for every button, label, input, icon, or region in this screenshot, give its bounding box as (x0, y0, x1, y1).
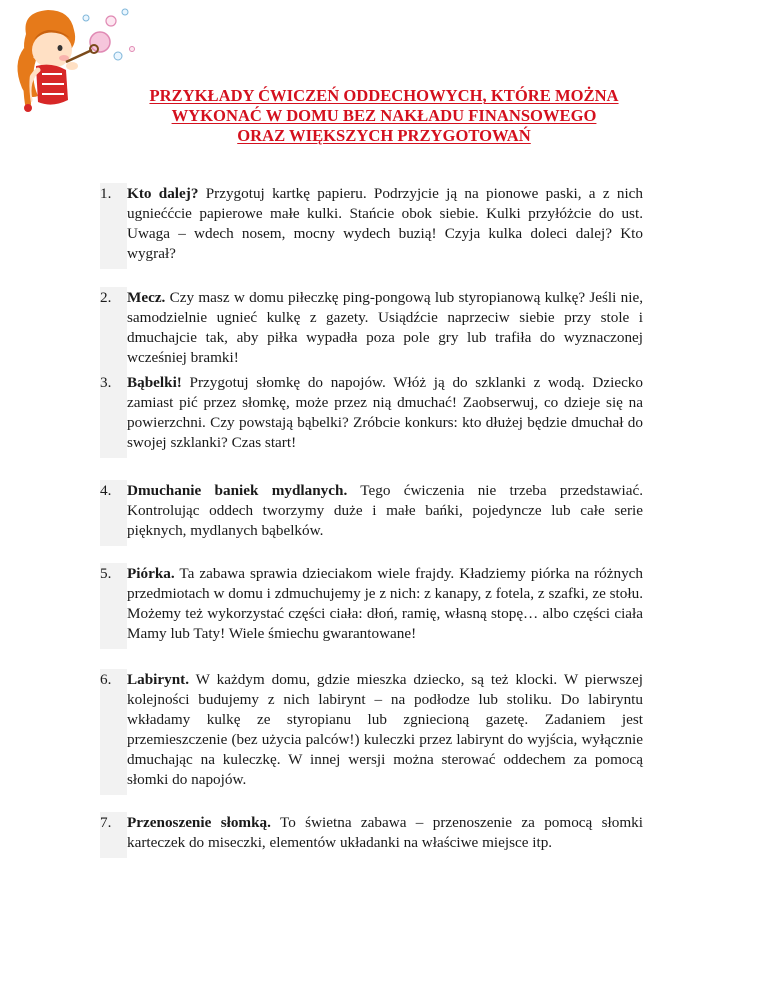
title-line: ORAZ WIĘKSZYCH PRZYGOTOWAŃ (237, 126, 531, 145)
item-body: Przygotuj kartkę papieru. Podrzyjcie ją na pionowe paski, a z nich ugnieććcie papierowe małe kulki. Stańcie obok siebie. Kulki przyłóżcie do ust. Uwaga – wdech nosem, mocny wydech buzią! Czyja kulka doleci dalej? Kto wygrał? (127, 185, 644, 262)
bubble-icon (106, 16, 116, 26)
title-line: WYKONAĆ W DOMU BEZ NAKŁADU FINANSOWEGO (171, 106, 597, 125)
item-heading: Labirynt. (127, 671, 190, 688)
bubble-icon (83, 15, 89, 21)
page-title (0, 86, 768, 146)
item-body: Przygotuj słomkę do napojów. Włóż ją do szklanki z wodą. Dziecko zamiast pić przez słomkę, może przez nią dmuchać! Zaobserwuj, co dzieje się na powierzchni. Czy powstają bąbelki? Zróbcie konkurs: kto dłużej będzie dmuchał do swojej szklanki? Czas start! (127, 374, 643, 451)
item-heading: Kto dalej? (127, 185, 199, 202)
item-number: 1. (100, 185, 112, 202)
item-number: 4. (100, 482, 112, 499)
title-line: PRZYKŁADY ĆWICZEŃ ODDECHOWYCH, KTÓRE MOŻNA (149, 86, 619, 105)
list-item (100, 183, 643, 269)
item-number: 7. (100, 814, 112, 831)
item-heading: Piórka. (127, 565, 175, 582)
list-item (100, 372, 643, 458)
item-heading: Mecz. (127, 289, 166, 306)
list-item (100, 812, 643, 858)
list-item (100, 669, 643, 795)
item-number: 5. (100, 565, 112, 582)
item-body: W każdym domu, gdzie mieszka dziecko, są też klocki. W pierwszej kolejności budujemy z nich labirynt – na podłodze lub stoliku. Do labiryntu wkładamy kulkę ze styropianu lub zgniecioną gazetę. Zadaniem jest przemieszczenie (bez użycia palców!) kuleczki przez labirynt do wyjścia, wyłącznie dmuchając na kuleczkę. W innej wersji można sterować oddechem za pomocą słomki do napojów. (127, 671, 643, 788)
item-body: Tego ćwiczenia nie trzeba przedstawiać. Kontrolując oddech tworzymy duże i małe bańki, pojedyncze lub całe serie pięknych, mydlanych bąbelków. (127, 482, 643, 539)
item-body: To świetna zabawa – przenoszenie za pomocą słomki karteczek do miseczki, elementów układanki na właściwe miejsce itp. (127, 814, 643, 851)
item-heading: Dmuchanie baniek mydlanych. (127, 482, 348, 499)
list-item (100, 287, 643, 373)
item-heading: Bąbelki! (127, 374, 182, 391)
bubble-icon (130, 47, 135, 52)
item-number: 3. (100, 374, 112, 391)
item-body: Ta zabawa sprawia dzieciakom wiele frajdy. Kładziemy piórka na różnych przedmiotach w domu i zdmuchujemy je z nich: z kanapy, z fotela, z szafki, ze stołu. Możemy też wykorzystać części ciała: dłoń, ramię, własną stopę… albo części ciała Mamy lub Taty! Wiele śmiechu gwarantowane! (127, 565, 643, 642)
item-number: 6. (100, 671, 112, 688)
item-body: Czy masz w domu piłeczkę ping-pongową lub styropianową kulkę? Jeśli nie, samodzielnie ugnieć kulkę z gazety. Usiądźcie naprzeciw siebie przy stole i dmuchajcie tak, aby piłka wypadła poza pole gry lub trafiła do wyznaczonej wcześniej bramki! (127, 289, 643, 366)
bubble-icon (114, 52, 122, 60)
bubble-icon (90, 32, 110, 52)
item-heading: Przenoszenie słomką. (127, 814, 271, 831)
list-item (100, 563, 643, 649)
item-number: 2. (100, 289, 112, 306)
list-item (100, 480, 643, 546)
bubble-icon (122, 9, 128, 15)
